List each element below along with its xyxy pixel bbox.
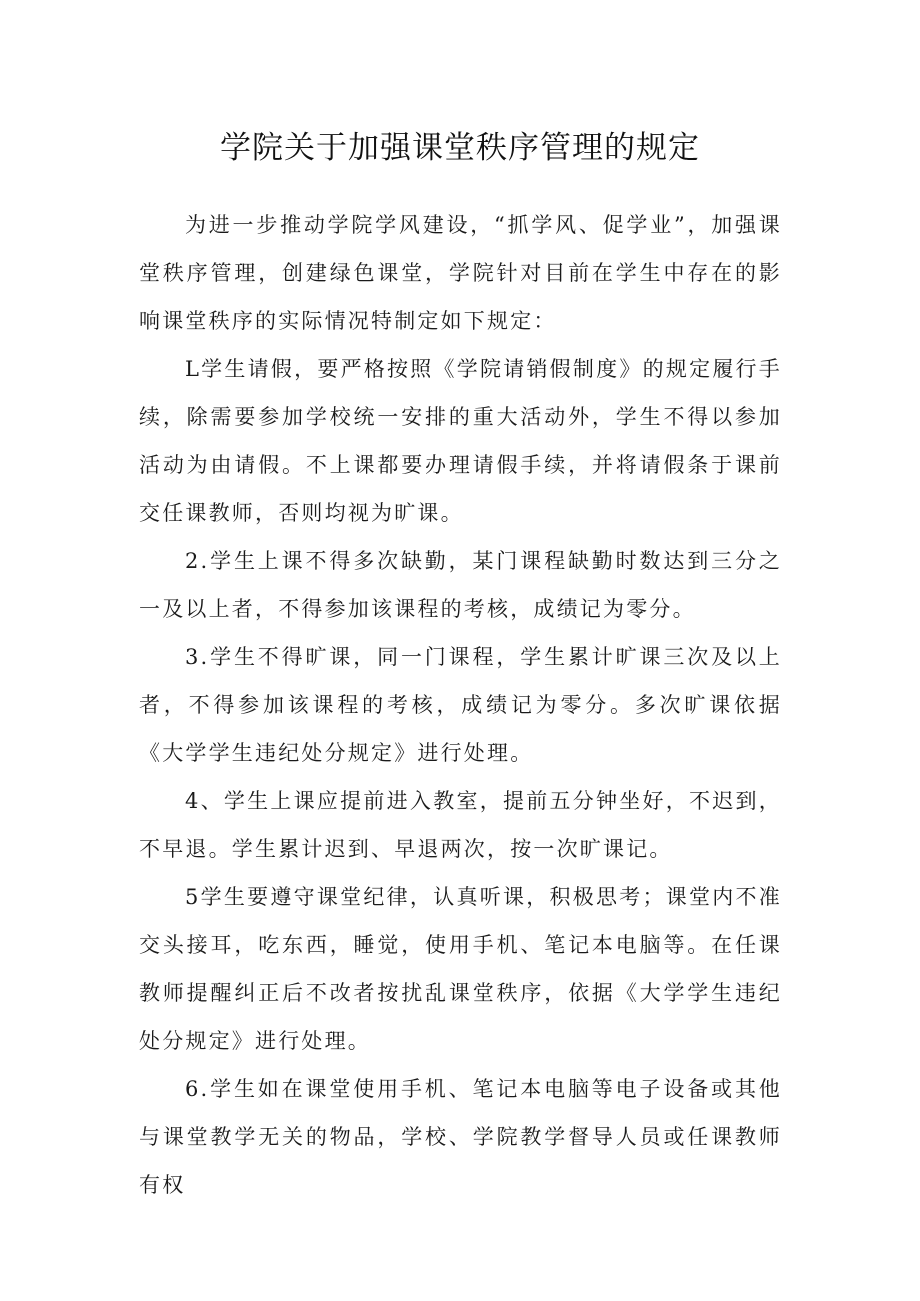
paragraph-rule-2: 2.学生上课不得多次缺勤，某门课程缺勤时数达到三分之一及以上者，不得参加该课程的考核，成绩记为零分。 xyxy=(139,549,782,621)
paragraph-rule-3: 3.学生不得旷课，同一门课程，学生累计旷课三次及以上者，不得参加该课程的考核，成绩记为零分。多次旷课依据《大学学生违纪处分规定》进行处理。 xyxy=(139,645,782,765)
paragraph-rule-6: 6.学生如在课堂使用手机、笔记本电脑等电子设备或其他与课堂教学无关的物品，学校、学院教学督导人员或任课教师有权 xyxy=(139,1077,782,1197)
paragraph-rule-4: 4、学生上课应提前进入教室，提前五分钟坐好，不迟到，不早退。学生累计迟到、早退两次，按一次旷课记。 xyxy=(139,789,782,861)
paragraph-rule-5: 5学生要遵守课堂纪律，认真听课，积极思考；课堂内不准交头接耳，吃东西，睡觉，使用手机、笔记本电脑等。在任课教师提醒纠正后不改者按扰乱课堂秩序，依据《大学学生违纪处分规定》进行处理。 xyxy=(139,885,782,1053)
document-body xyxy=(139,201,782,1209)
paragraph-rule-1: L学生请假，要严格按照《学院请销假制度》的规定履行手续，除需要参加学校统一安排的重大活动外，学生不得以参加活动为由请假。不上课都要办理请假手续，并将请假条于课前交任课教师，否则均视为旷课。 xyxy=(139,357,782,525)
paragraph-intro: 为进一步推动学院学风建设，“抓学风、促学业”，加强课堂秩序管理，创建绿色课堂，学院针对目前在学生中存在的影响课堂秩序的实际情况特制定如下规定： xyxy=(139,213,782,333)
document-title: 学院关于加强课堂秩序管理的规定 xyxy=(220,130,700,166)
